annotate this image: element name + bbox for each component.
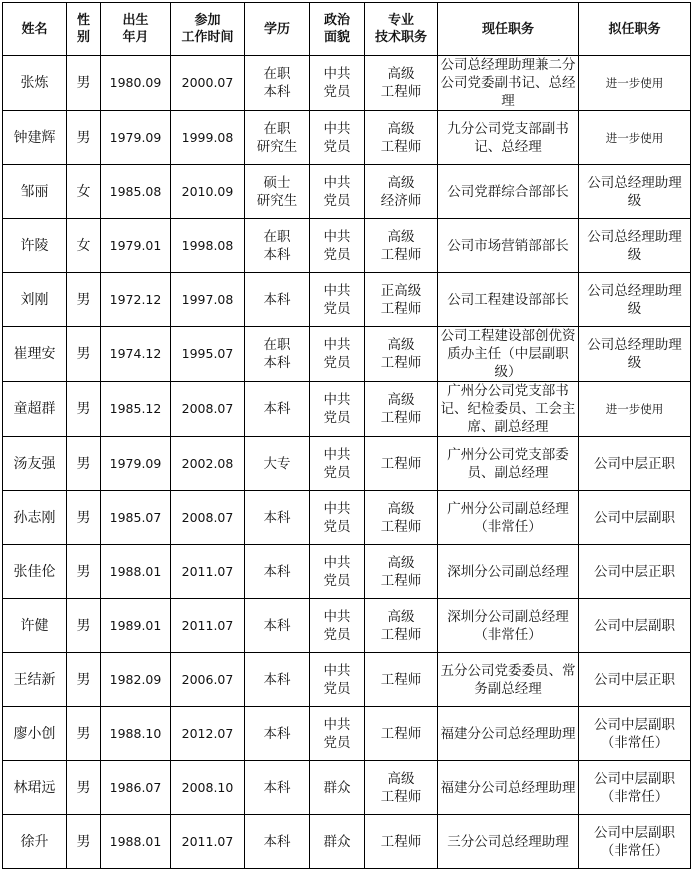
cell-education: 本科: [245, 382, 310, 437]
cell-work-start: 2008.10: [171, 761, 245, 815]
cell-gender: 男: [67, 56, 101, 111]
cell-name: 林珺远: [3, 761, 67, 815]
cell-tech-title: 高级 经济师: [365, 165, 438, 219]
cell-birth: 1982.09: [101, 653, 171, 707]
cell-tech-title: 高级 工程师: [365, 491, 438, 545]
cell-political-status: 中共 党员: [310, 545, 365, 599]
cell-proposed-position: 公司中层正职: [579, 437, 691, 491]
cell-birth: 1988.01: [101, 545, 171, 599]
cell-proposed-position: 公司中层副职: [579, 491, 691, 545]
cell-work-start: 2000.07: [171, 56, 245, 111]
cell-proposed-position: 进一步使用: [579, 382, 691, 437]
header-row: [3, 3, 691, 56]
header-name: 姓名: [3, 3, 67, 56]
cell-name: 张佳伦: [3, 545, 67, 599]
cell-name: 刘刚: [3, 273, 67, 327]
cell-birth: 1974.12: [101, 327, 171, 382]
cell-political-status: 中共 党员: [310, 491, 365, 545]
cell-current-position: 九分公司党支部副书记、总经理: [438, 111, 579, 165]
cell-work-start: 2011.07: [171, 545, 245, 599]
cell-name: 许健: [3, 599, 67, 653]
cell-work-start: 2011.07: [171, 599, 245, 653]
table-row: [3, 327, 691, 382]
cell-proposed-position: 公司总经理助理级: [579, 273, 691, 327]
cell-political-status: 中共 党员: [310, 599, 365, 653]
cell-education: 本科: [245, 599, 310, 653]
cell-current-position: 公司党群综合部部长: [438, 165, 579, 219]
cell-name: 张炼: [3, 56, 67, 111]
cell-education: 本科: [245, 653, 310, 707]
cell-birth: 1988.01: [101, 815, 171, 869]
table-row: [3, 815, 691, 869]
cell-gender: 男: [67, 111, 101, 165]
cell-birth: 1972.12: [101, 273, 171, 327]
table-row: [3, 165, 691, 219]
cell-birth: 1989.01: [101, 599, 171, 653]
cell-education: 本科: [245, 491, 310, 545]
cell-education: 本科: [245, 761, 310, 815]
cell-gender: 男: [67, 327, 101, 382]
cell-current-position: 广州分公司副总经理（非常任）: [438, 491, 579, 545]
cell-current-position: 广州分公司党支部委员、副总经理: [438, 437, 579, 491]
table-row: [3, 653, 691, 707]
cell-tech-title: 工程师: [365, 653, 438, 707]
cell-tech-title: 高级 工程师: [365, 761, 438, 815]
cell-name: 许陵: [3, 219, 67, 273]
cell-gender: 女: [67, 219, 101, 273]
cell-work-start: 1995.07: [171, 327, 245, 382]
cell-work-start: 2008.07: [171, 382, 245, 437]
table-row: [3, 219, 691, 273]
cell-work-start: 2006.07: [171, 653, 245, 707]
cell-current-position: 公司工程建设部部长: [438, 273, 579, 327]
cell-birth: 1988.10: [101, 707, 171, 761]
cell-education: 在职 本科: [245, 56, 310, 111]
cell-political-status: 中共 党员: [310, 111, 365, 165]
cell-political-status: 中共 党员: [310, 327, 365, 382]
table-row: [3, 111, 691, 165]
cell-education: 大专: [245, 437, 310, 491]
cell-current-position: 公司市场营销部部长: [438, 219, 579, 273]
cell-gender: 男: [67, 815, 101, 869]
cell-current-position: 三分公司总经理助理: [438, 815, 579, 869]
cell-name: 廖小创: [3, 707, 67, 761]
cell-proposed-position: 进一步使用: [579, 111, 691, 165]
cell-political-status: 中共 党员: [310, 219, 365, 273]
cell-tech-title: 高级 工程师: [365, 545, 438, 599]
cell-work-start: 2011.07: [171, 815, 245, 869]
cell-tech-title: 高级 工程师: [365, 327, 438, 382]
cell-gender: 男: [67, 545, 101, 599]
table-row: [3, 56, 691, 111]
cell-current-position: 公司工程建设部创优资质办主任（中层副职级）: [438, 327, 579, 382]
cell-birth: 1985.08: [101, 165, 171, 219]
cell-proposed-position: 公司中层副职（非常任）: [579, 761, 691, 815]
cell-birth: 1985.07: [101, 491, 171, 545]
cell-tech-title: 工程师: [365, 707, 438, 761]
header-education: 学历: [245, 3, 310, 56]
cell-gender: 男: [67, 273, 101, 327]
cell-proposed-position: 公司中层副职: [579, 599, 691, 653]
cell-education: 在职 本科: [245, 219, 310, 273]
cell-current-position: 广州分公司党支部书记、纪检委员、工会主席、副总经理: [438, 382, 579, 437]
cell-work-start: 2010.09: [171, 165, 245, 219]
cell-work-start: 1999.08: [171, 111, 245, 165]
cell-tech-title: 工程师: [365, 437, 438, 491]
cell-education: 本科: [245, 545, 310, 599]
cell-political-status: 中共 党员: [310, 273, 365, 327]
cell-name: 王结新: [3, 653, 67, 707]
header-tech-title: 专业 技术职务: [365, 3, 438, 56]
header-birth: 出生 年月: [101, 3, 171, 56]
cell-work-start: 1997.08: [171, 273, 245, 327]
cell-gender: 男: [67, 599, 101, 653]
cell-name: 徐升: [3, 815, 67, 869]
header-work-start: 参加 工作时间: [171, 3, 245, 56]
table-row: [3, 545, 691, 599]
cell-current-position: 五分公司党委委员、常务副总经理: [438, 653, 579, 707]
header-current-position: 现任职务: [438, 3, 579, 56]
header-proposed-position: 拟任职务: [579, 3, 691, 56]
cell-name: 汤友强: [3, 437, 67, 491]
cell-proposed-position: 公司中层正职: [579, 653, 691, 707]
cell-tech-title: 高级 工程师: [365, 599, 438, 653]
cell-name: 崔理安: [3, 327, 67, 382]
cell-proposed-position: 公司总经理助理级: [579, 165, 691, 219]
cell-current-position: 公司总经理助理兼二分公司党委副书记、总经理: [438, 56, 579, 111]
cell-gender: 男: [67, 437, 101, 491]
cell-gender: 男: [67, 491, 101, 545]
cell-current-position: 深圳分公司副总经理: [438, 545, 579, 599]
cell-work-start: 2008.07: [171, 491, 245, 545]
cell-tech-title: 高级 工程师: [365, 382, 438, 437]
header-political-status: 政治 面貌: [310, 3, 365, 56]
cell-name: 邹丽: [3, 165, 67, 219]
cell-tech-title: 高级 工程师: [365, 219, 438, 273]
cell-birth: 1979.09: [101, 437, 171, 491]
table-body: [3, 56, 691, 869]
cell-gender: 男: [67, 707, 101, 761]
cell-tech-title: 高级 工程师: [365, 111, 438, 165]
table-row: [3, 599, 691, 653]
cell-tech-title: 工程师: [365, 815, 438, 869]
cell-political-status: 中共 党员: [310, 382, 365, 437]
cell-name: 钟建辉: [3, 111, 67, 165]
candidate-table: [2, 2, 691, 869]
cell-birth: 1986.07: [101, 761, 171, 815]
header-gender: 性 别: [67, 3, 101, 56]
cell-political-status: 中共 党员: [310, 437, 365, 491]
cell-political-status: 中共 党员: [310, 165, 365, 219]
cell-gender: 男: [67, 382, 101, 437]
cell-political-status: 中共 党员: [310, 653, 365, 707]
cell-name: 童超群: [3, 382, 67, 437]
cell-gender: 女: [67, 165, 101, 219]
cell-proposed-position: 进一步使用: [579, 56, 691, 111]
cell-birth: 1980.09: [101, 56, 171, 111]
cell-birth: 1985.12: [101, 382, 171, 437]
cell-political-status: 群众: [310, 761, 365, 815]
cell-proposed-position: 公司总经理助理级: [579, 219, 691, 273]
cell-political-status: 群众: [310, 815, 365, 869]
cell-education: 在职 研究生: [245, 111, 310, 165]
cell-education: 在职 本科: [245, 327, 310, 382]
table-row: [3, 761, 691, 815]
cell-tech-title: 正高级 工程师: [365, 273, 438, 327]
table-row: [3, 491, 691, 545]
cell-current-position: 福建分公司总经理助理: [438, 707, 579, 761]
cell-political-status: 中共 党员: [310, 56, 365, 111]
cell-proposed-position: 公司总经理助理级: [579, 327, 691, 382]
cell-proposed-position: 公司中层副职（非常任）: [579, 707, 691, 761]
cell-education: 本科: [245, 707, 310, 761]
cell-education: 本科: [245, 273, 310, 327]
table-row: [3, 707, 691, 761]
cell-proposed-position: 公司中层副职（非常任）: [579, 815, 691, 869]
cell-work-start: 2012.07: [171, 707, 245, 761]
cell-gender: 男: [67, 653, 101, 707]
table-row: [3, 437, 691, 491]
cell-current-position: 福建分公司总经理助理: [438, 761, 579, 815]
cell-education: 本科: [245, 815, 310, 869]
cell-birth: 1979.09: [101, 111, 171, 165]
cell-proposed-position: 公司中层正职: [579, 545, 691, 599]
cell-tech-title: 高级 工程师: [365, 56, 438, 111]
cell-work-start: 2002.08: [171, 437, 245, 491]
cell-birth: 1979.01: [101, 219, 171, 273]
cell-political-status: 中共 党员: [310, 707, 365, 761]
table-row: [3, 382, 691, 437]
cell-work-start: 1998.08: [171, 219, 245, 273]
cell-education: 硕士 研究生: [245, 165, 310, 219]
cell-current-position: 深圳分公司副总经理（非常任）: [438, 599, 579, 653]
cell-name: 孙志刚: [3, 491, 67, 545]
table-row: [3, 273, 691, 327]
cell-gender: 男: [67, 761, 101, 815]
